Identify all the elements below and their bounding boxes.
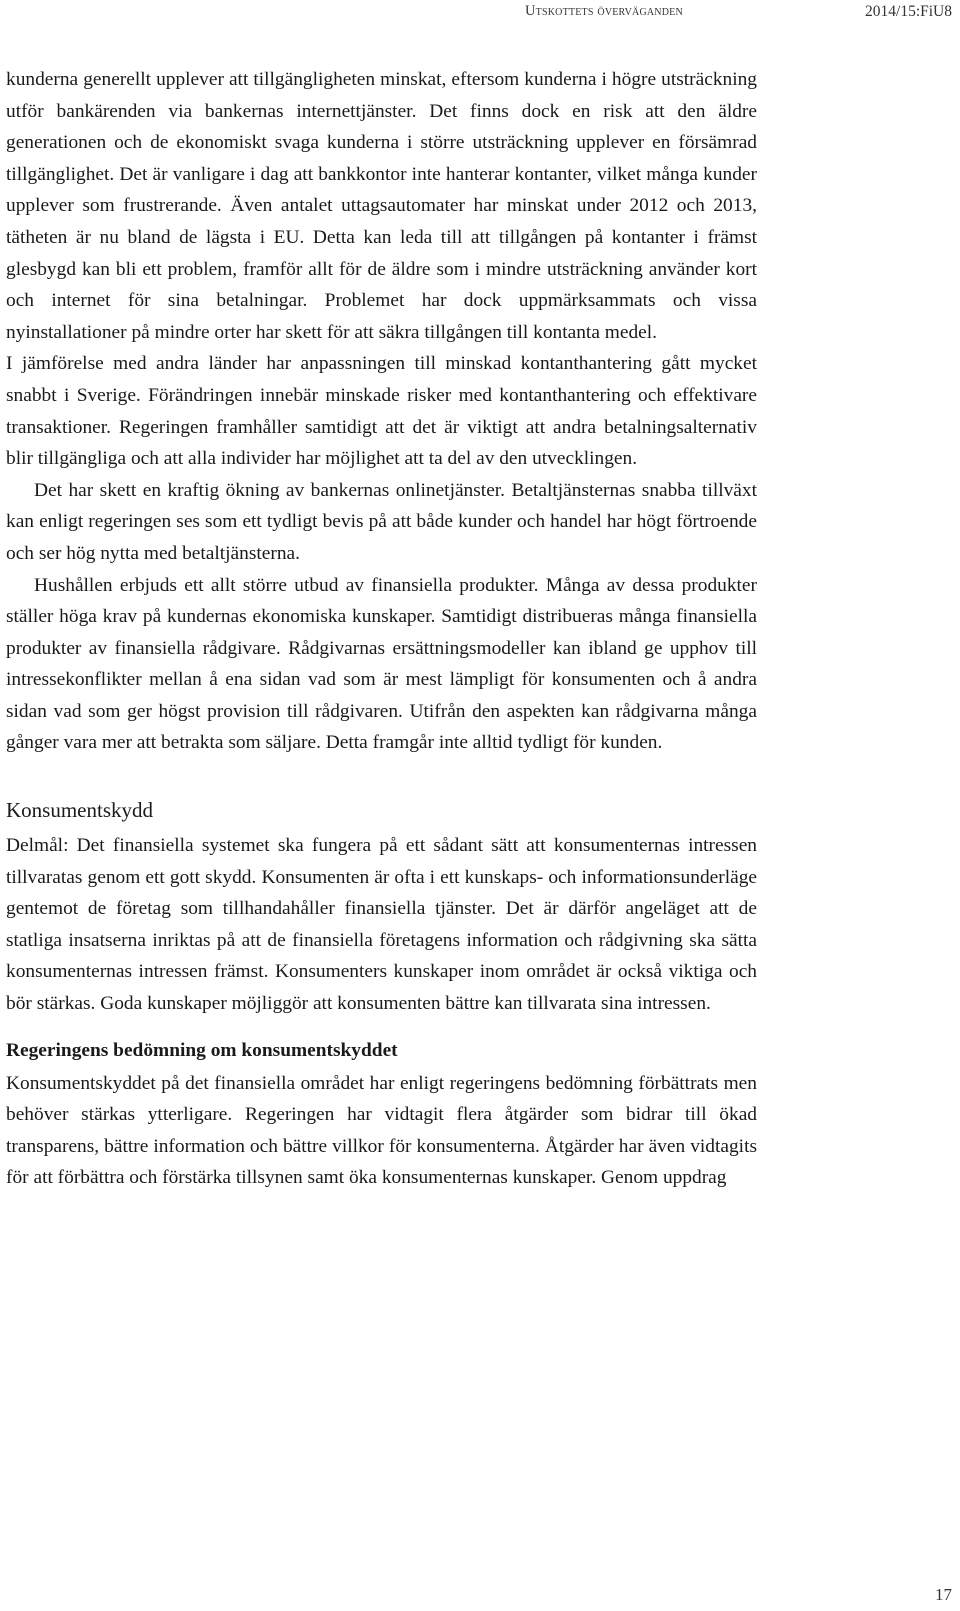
page-number: 17	[935, 1585, 952, 1604]
paragraph-online-services: Det har skett en kraftig ökning av bankernas onlinetjänster. Betaltjänsternas snabba tillväxt kan enligt regeringen ses som ett tydligt bevis på att både kunder och handel har högt förtroende och ser hög nytta med betaltjänsterna.	[6, 479, 757, 564]
paragraph-consumer-goal: Delmål: Det finansiella systemet ska fungera på ett sådant sätt att konsumenternas intressen tillvaratas genom ett gott skydd. Konsumenten är ofta i ett kunskaps- och informationsunderläge gentemot de företag som tillhandahåller finansiella tjänster. Det är därför angeläget att de statliga insatserna inriktas på att de finansiella företagens information och rådgivning ska sätta konsumenternas intressen främst. Konsumenters kunskaper inom området är också viktiga och bör stärkas. Goda kunskaper möjliggör att konsumenten bättre kan tillvarata sina intressen.	[6, 835, 757, 1015]
sub-heading-government-assessment: Regeringens bedömning om konsumentskyddet	[6, 1039, 398, 1061]
header-section-title: Utskottets överväganden	[525, 3, 683, 19]
paragraph-financial-products: Hushållen erbjuds ett allt större utbud av finansiella produkter. Många av dessa produkter ställer höga krav på kundernas ekonomiska kunskaper. Samtidigt distribueras många finansiella produkter av finansiella rådgivare. Rådgivarnas ersättningsmodeller kan ibland ge upphov till intressekonflikter mellan å ena sidan vad som är mest lämpligt för konsumenten och å andra sidan vad som ger högst provision till rådgivaren. Utifrån den aspekten kan rådgivarna många gånger vara mer att betrakta som säljare. Detta framgår inte alltid tydligt för kunden.	[6, 574, 757, 754]
document-body	[6, 64, 757, 1194]
running-header	[0, 0, 960, 24]
header-report-id: 2014/15:FiU8	[865, 3, 952, 20]
section-heading-consumer-protection: Konsumentskydd	[6, 798, 153, 823]
paragraph-cash-reduction: I jämförelse med andra länder har anpassningen till minskad kontanthantering gått mycket snabbt i Sverige. Förändringen innebär minskade risker med kontanthantering och effektivare transaktioner. Regeringen framhåller samtidigt att det är viktigt att andra betalningsalternativ blir tillgängliga och att alla individer har möjlighet att ta del av den utvecklingen.	[6, 353, 757, 470]
paragraph-cash-access: kunderna generellt upplever att tillgängligheten minskat, eftersom kunderna i högre utsträckning utför bankärenden via bankernas internettjänster. Det finns dock en risk att den äldre generationen och de ekonomiskt svaga kunderna i större utsträckning upplever en försämrad tillgänglighet. Det är vanligare i dag att bankkontor inte hanterar kontanter, vilket många kunder upplever som frustrerande. Även antalet uttagsautomater har minskat under 2012 och 2013, tätheten är nu bland de lägsta i EU. Detta kan leda till att tillgången på kontanter i främst glesbygd kan bli ett problem, framför allt för de äldre som i mindre utsträckning använder kort och internet för sina betalningar. Problemet har dock uppmärksammats och vissa nyinstallationer på mindre orter har skett för att säkra tillgången till kontanta medel.	[6, 69, 757, 343]
paragraph-government-assessment: Konsumentskyddet på det finansiella området har enligt regeringens bedömning förbättrats men behöver stärkas ytterligare. Regeringen har vidtagit flera åtgärder som bidrar till ökad transparens, bättre information och bättre villkor för konsumenterna. Åtgärder har även vidtagits för att förbättra och förstärka tillsynen samt öka konsumenternas kunskaper. Genom uppdrag	[6, 1072, 757, 1189]
